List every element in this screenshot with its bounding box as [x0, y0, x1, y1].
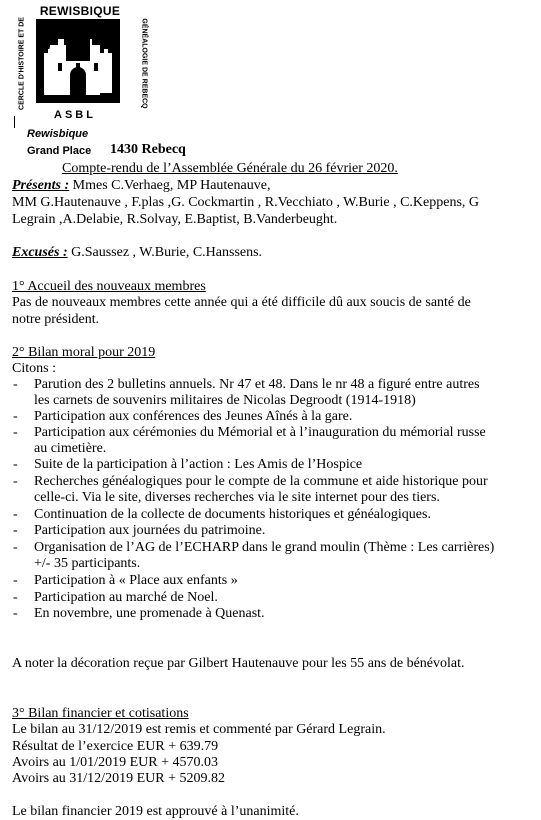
list-item-continuation: +/- 35 participants. [34, 556, 141, 571]
section-3-text: Résultat de l’exercice EUR + 639.79 [12, 739, 219, 754]
bullet-marker: - [13, 523, 18, 538]
decoration-note: A noter la décoration reçue par Gilbert Hautenauve pour les 55 ans de bénévolat. [12, 656, 465, 671]
list-item-continuation: au cimetière. [34, 441, 107, 456]
section-3-text: Avoirs au 31/12/2019 EUR + 5209.82 [12, 771, 225, 786]
organization-address: Grand Place [27, 145, 92, 157]
logo-right-text: GÉNÉALOGIE DE REBECQ [140, 18, 148, 109]
list-item-continuation: celle-ci. Via le site, diverses recherches via le site internet pour des tiers. [34, 490, 440, 505]
bullet-marker: - [13, 425, 18, 440]
section-2-intro: Citons : [12, 361, 56, 376]
document-title: Compte-rendu de l’Assemblée Générale du 26 février 2020. [62, 161, 398, 176]
list-item: En novembre, une promenade à Quenast. [34, 606, 265, 621]
bullet-marker: - [13, 377, 18, 392]
bullet-marker: - [13, 573, 18, 588]
list-item: Parution des 2 bulletins annuels. Nr 47 et 48. Dans le nr 48 a figuré entre autres [34, 377, 480, 392]
bullet-marker: - [13, 474, 18, 489]
excuses-label: Excusés : [12, 245, 68, 260]
presents-line-2: MM G.Hautenauve , F.plas ,G. Cockmartin , R.Vecchiato , W.Burie , C.Keppens, G [12, 195, 480, 210]
list-item: Continuation de la collecte de documents historiques et généalogiques. [34, 507, 431, 522]
presents-line-1 [12, 177, 270, 194]
organization-city: 1430 Rebecq [110, 142, 186, 157]
list-item: Suite de la participation à l’action : Les Amis de l’Hospice [34, 457, 363, 472]
section-1-text-1: Pas de nouveaux membres cette année qui a été difficile dû aux soucis de santé de [12, 295, 471, 310]
list-item: Participation aux cérémonies du Mémorial et à l’inauguration du mémorial russe [34, 425, 486, 440]
section-1-heading: 1° Accueil des nouveaux membres [12, 279, 206, 294]
bullet-marker: - [13, 540, 18, 555]
section-3-text: Avoirs au 1/01/2019 EUR + 4570.03 [12, 755, 218, 770]
list-item: Participation au marché de Noel. [34, 590, 218, 605]
excuses-text: G.Saussez , W.Burie, C.Hanssens. [67, 245, 263, 260]
list-item: Organisation de l’AG de l’ECHARP dans le grand moulin (Thème : Les carrières) [34, 540, 495, 555]
logo-emblem [36, 19, 120, 103]
section-3-text: Le bilan au 31/12/2019 est remis et commenté par Gérard Legrain. [12, 722, 386, 737]
section-3-heading: 3° Bilan financier et cotisations [12, 706, 189, 721]
presents-text-1: Mmes C.Verhaeg, MP Hautenauve, [69, 178, 271, 193]
excuses-line [12, 244, 262, 261]
bullet-marker: - [13, 507, 18, 522]
logo-top-text: REWISBIQUE [39, 4, 121, 18]
section-1-text-2: notre président. [12, 312, 100, 327]
organization-name: Rewisbique [27, 128, 89, 140]
presents-label: Présents : [12, 178, 70, 193]
list-item: Participation aux conférences des Jeunes Aînés à la gare. [34, 409, 353, 424]
logo-left-text: CERCLE D'HISTOIRE ET DE [18, 17, 26, 110]
bullet-marker: - [13, 409, 18, 424]
list-item: Recherches généalogiques pour le compte de la commune et aide historique pour [34, 474, 488, 489]
list-item: Participation à « Place aux enfants » [34, 573, 238, 588]
organization-logo [16, 4, 148, 122]
bullet-marker: - [13, 457, 18, 472]
logo-bottom-text: ASBL [54, 109, 96, 121]
bullet-marker: - [13, 590, 18, 605]
bullet-marker: - [13, 606, 18, 621]
approval-statement: Le bilan financier 2019 est approuvé à l’unanimité. [12, 804, 299, 819]
list-item: Participation aux journées du patrimoine. [34, 523, 266, 538]
section-2-heading: 2° Bilan moral pour 2019 [12, 345, 156, 360]
text-cursor [14, 116, 15, 128]
presents-line-3: Legrain ,A.Delabie, R.Solvay, E.Baptist, B.Vanderbeught. [12, 212, 338, 227]
list-item-continuation: les carnets de souvenirs militaires de Nicolas Degroodt (1914-1918) [34, 393, 416, 408]
castle-emblem-icon [36, 19, 120, 103]
